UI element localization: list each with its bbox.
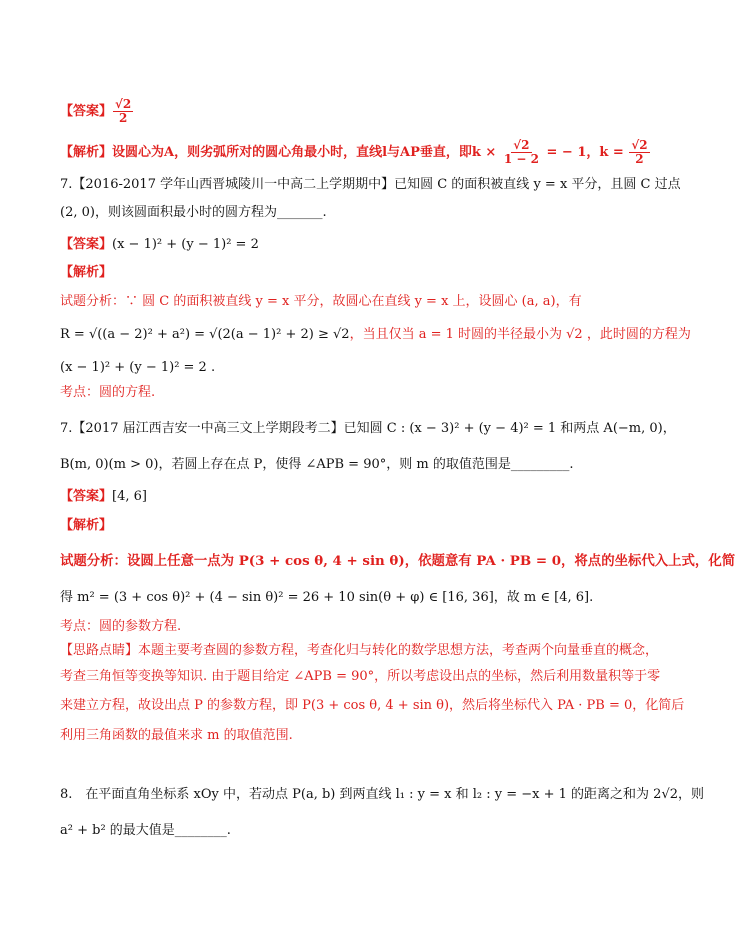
- q7a-answer-row: [60, 236, 259, 254]
- q7b-tip-1: 【思路点睛】本题主要考查圆的参数方程，考查化归与转化的数学思想方法，考查两个向量垂直的概念，: [60, 643, 659, 658]
- q7b-tip-3: 来建立方程，故设出点 P 的参数方程，即 P(3 + cos θ, 4 + sin θ)，然后将坐标代入 PA · PB = 0，化简后: [60, 698, 685, 713]
- analysis-fraction-2: $\frac{√2}{2}$: [631, 138, 648, 166]
- answer-fraction: $\frac{√2}{2}$: [115, 97, 132, 125]
- q7a-kaodian: 考点：圆的方程.: [60, 385, 156, 400]
- q7b-solution-2: 得 m² = (3 + cos θ)² + (4 − sin θ)² = 26 + 10 sin(θ + φ) ∈ [16, 36]，故 m ∈ [4, 6].: [60, 590, 594, 605]
- q7b-answer: [4, 6]: [112, 489, 147, 504]
- q7b-answer-row: [60, 488, 147, 506]
- q7b-analysis-label: 【解析】: [60, 518, 113, 533]
- answer-label: 【答案】: [60, 104, 113, 119]
- q7b-tip-2: 考查三角恒等变换等知识. 由于题目给定 ∠APB = 90°，所以考虑设出点的坐标，然后利用数量积等于零: [60, 669, 661, 684]
- analysis-label: 【解析】: [60, 145, 113, 160]
- q7a-solution-3: (x − 1)² + (y − 1)² = 2 .: [60, 360, 216, 375]
- q7a-answer: (x − 1)² + (y − 1)² = 2: [112, 237, 259, 252]
- q8-line-1: 8. 在平面直角坐标系 xOy 中，若动点 P(a, b) 到两直线 l₁ : y = x 和 l₂ : y = −x + 1 的距离之和为 2√2，则: [60, 787, 704, 802]
- q7a-solution-1: 试题分析：∵ 圆 C 的面积被直线 y = x 平分，故圆心在直线 y = x 上，设圆心 (a, a)，有: [60, 294, 582, 309]
- analysis-text: 设圆心为A，则劣弧所对的圆心角最小时，直线l与AP垂直，即k ×: [112, 145, 501, 160]
- q7b-tip-4: 利用三角函数的最值来求 m 的取值范围.: [60, 728, 293, 743]
- q8-line-2: a² + b² 的最大值是________.: [60, 823, 231, 838]
- q7b-solution-1: 试题分析：设圆上任意一点为 P(3 + cos θ, 4 + sin θ)，依题意有 PA · PB = 0，将点的坐标代入上式，化简: [60, 553, 735, 569]
- q7a-line-1: 7.【2016-2017 学年山西晋城陵川一中高二上学期期中】已知圆 C 的面积被直线 y = x 平分，且圆 C 过点: [60, 177, 681, 192]
- analysis-fraction: $\frac{√2}{1 - 2}$: [503, 138, 539, 166]
- analysis-mid: = − 1，k =: [541, 145, 629, 160]
- q7b-line-1: 7.【2017 届江西吉安一中高三文上学期段考二】已知圆 C : (x − 3)² + (y − 4)² = 1 和两点 A(−m, 0)，: [60, 421, 676, 436]
- q7a-line-2: (2, 0)，则该圆面积最小时的圆方程为_______.: [60, 205, 327, 220]
- analysis-row-1: [60, 139, 651, 166]
- q7b-line-2: B(m, 0)(m > 0)，若圆上存在点 P，使得 ∠APB = 90°，则 m 的取值范围是_________.: [60, 457, 574, 472]
- q7a-analysis-label: 【解析】: [60, 265, 113, 280]
- answer-label: 【答案】: [60, 237, 113, 252]
- answer-row-1: [60, 98, 134, 125]
- q7a-solution-2: R = √((a − 2)² + a²) = √(2(a − 1)² + 2) ≥ √2，当且仅当 a = 1 时圆的半径最小为 √2 ，此时圆的方程为: [60, 327, 691, 342]
- answer-label: 【答案】: [60, 489, 113, 504]
- q7b-kaodian: 考点：圆的参数方程.: [60, 619, 182, 634]
